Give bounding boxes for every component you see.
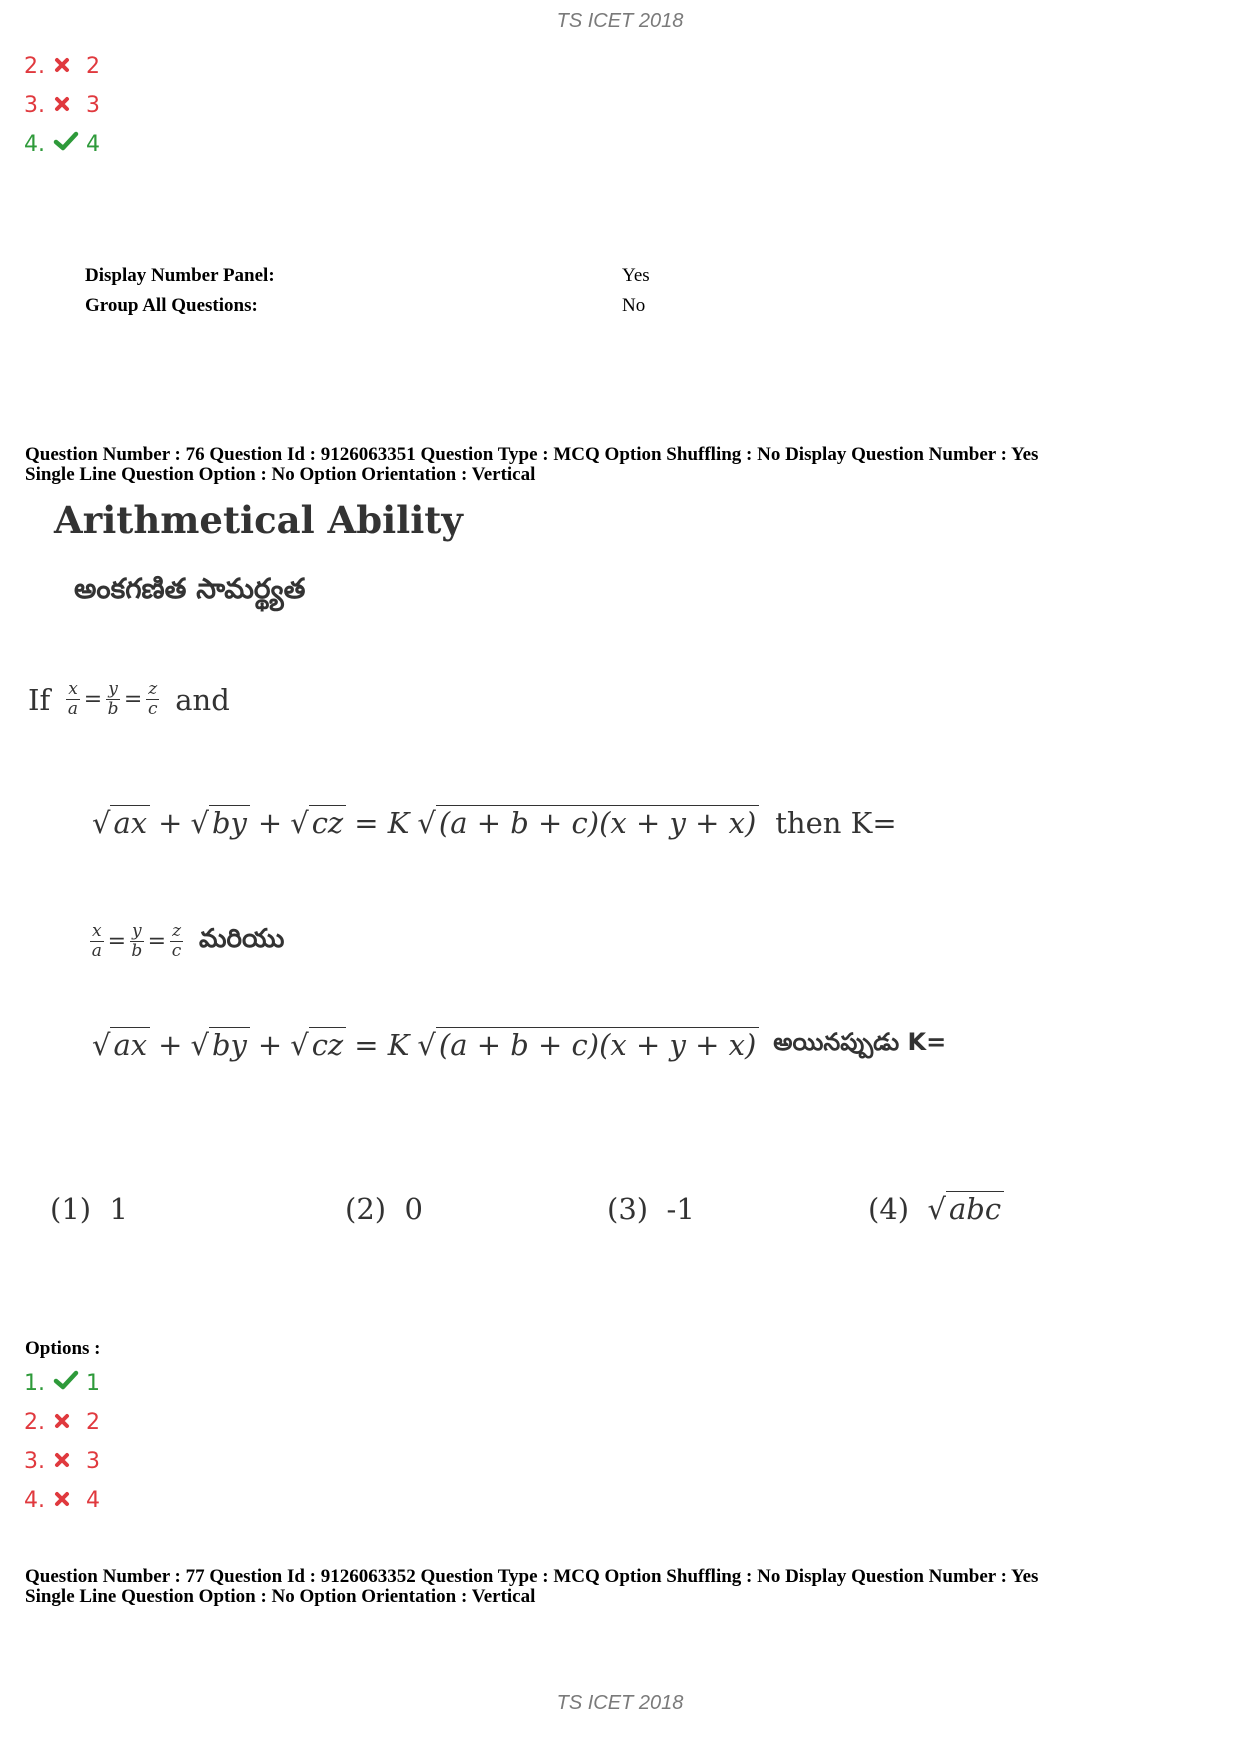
page-footer: TS ICET 2018 (556, 1692, 684, 1714)
equals-k: = K (354, 806, 410, 840)
choice-label: (2) (345, 1192, 387, 1226)
page-header: TS ICET 2018 (556, 10, 684, 32)
option-number: 3. (24, 93, 45, 118)
choice-label: (1) (50, 1192, 92, 1226)
option-value: 4 (86, 1488, 100, 1513)
fraction-x-a: $\frac{x}{a}$ (91, 921, 102, 961)
choice-2 (345, 1192, 423, 1226)
choice-3 (607, 1192, 695, 1226)
option-item (24, 52, 100, 82)
option-item (24, 1369, 100, 1399)
fraction-y-b: $\frac{y}{b}$ (131, 921, 143, 961)
sqrt-product: √ (a + b + c)(x + y + x) (417, 1028, 759, 1062)
option-value: 2 (86, 1410, 100, 1435)
option-value: 4 (86, 132, 100, 157)
option-number: 1. (24, 1371, 45, 1396)
check-icon (54, 130, 80, 160)
condition-line-english: If $\frac{x}{a}$ = $\frac{y}{b}$ = $\frac{z}{c}$ and (28, 679, 230, 719)
fraction-y-b: $\frac{y}{b}$ (107, 679, 119, 719)
then-text: then K= (775, 806, 897, 840)
option-value: 1 (86, 1371, 100, 1396)
option-item (24, 1447, 100, 1477)
cross-icon (54, 91, 80, 121)
option-number: 2. (24, 1410, 45, 1435)
options-list (24, 1369, 100, 1516)
group-all-questions-value: No (622, 295, 646, 316)
fraction-x-a: $\frac{x}{a}$ (67, 679, 79, 719)
sqrt-ax: √ ax (92, 1028, 150, 1062)
section-title-english: Arithmetical Ability (54, 498, 463, 542)
choice-1 (50, 1192, 128, 1226)
choice-value: -1 (666, 1192, 695, 1226)
sqrt-cz: √ cz (290, 806, 346, 840)
question-meta-line: Question Number : 77 Question Id : 9126063352 Question Type : MCQ Option Shuffling : No Display Question Number : Yes (25, 1566, 1039, 1587)
if-text: If (28, 682, 51, 717)
sqrt-product: √ (a + b + c)(x + y + x) (417, 806, 759, 840)
check-icon (54, 1369, 80, 1399)
choice-value: abc (946, 1191, 1004, 1226)
choice-label: (4) (868, 1192, 910, 1226)
cross-icon (54, 1447, 80, 1477)
option-item (24, 1486, 100, 1516)
condition-line-telugu: $\frac{x}{a}$ = $\frac{y}{b}$ = $\frac{z}{c}$ మరియు (91, 921, 285, 961)
cross-icon (54, 1486, 80, 1516)
option-value: 2 (86, 54, 100, 79)
cross-icon (54, 52, 80, 82)
option-number: 4. (24, 1488, 45, 1513)
question-77-meta (25, 1567, 1225, 1607)
equation-line-telugu: √ ax + √ by + √ cz = K √ (a + b + c)(x + y + x) అయినప్పుడు K= (92, 1028, 947, 1062)
fraction-z-c: $\frac{z}{c}$ (171, 921, 182, 961)
option-value: 3 (86, 93, 100, 118)
choice-value: 1 (109, 1192, 128, 1226)
question-76-meta (25, 445, 1225, 485)
then-text-telugu: అయినప్పుడు K= (773, 1028, 947, 1056)
option-number: 4. (24, 132, 45, 157)
cross-icon (54, 1408, 80, 1438)
question-meta-line: Single Line Question Option : No Option Orientation : Vertical (25, 1586, 536, 1607)
display-number-panel-label: Display Number Panel: (85, 265, 275, 286)
option-item (24, 91, 100, 121)
and-text-telugu: మరియు (199, 923, 285, 954)
question-meta-line: Single Line Question Option : No Option Orientation : Vertical (25, 464, 536, 485)
options-label: Options : (25, 1338, 101, 1359)
and-text: and (175, 682, 230, 717)
choice-label: (3) (607, 1192, 649, 1226)
option-number: 3. (24, 1449, 45, 1474)
previous-options-list (24, 52, 100, 160)
choice-value: 0 (404, 1192, 423, 1226)
option-item (24, 1408, 100, 1438)
display-number-panel-value: Yes (622, 265, 650, 286)
sqrt-by: √ by (190, 806, 249, 840)
equals-k: = K (354, 1028, 410, 1062)
group-all-questions-label: Group All Questions: (85, 295, 258, 316)
section-title-telugu: అంకగణిత సామర్థ్యత (74, 572, 306, 605)
choice-4: (4) √ abc (868, 1192, 1004, 1226)
sqrt-cz: √ cz (290, 1028, 346, 1062)
option-item (24, 130, 100, 160)
equation-line-english: √ ax + √ by + √ cz = K √ (a + b + c)(x + y + x) then K= (92, 806, 897, 840)
sqrt-by: √ by (190, 1028, 249, 1062)
fraction-z-c: $\frac{z}{c}$ (148, 679, 158, 719)
option-number: 2. (24, 54, 45, 79)
option-value: 3 (86, 1449, 100, 1474)
question-meta-line: Question Number : 76 Question Id : 9126063351 Question Type : MCQ Option Shuffling : No Display Question Number : Yes (25, 444, 1039, 465)
sqrt-ax: √ ax (92, 806, 150, 840)
